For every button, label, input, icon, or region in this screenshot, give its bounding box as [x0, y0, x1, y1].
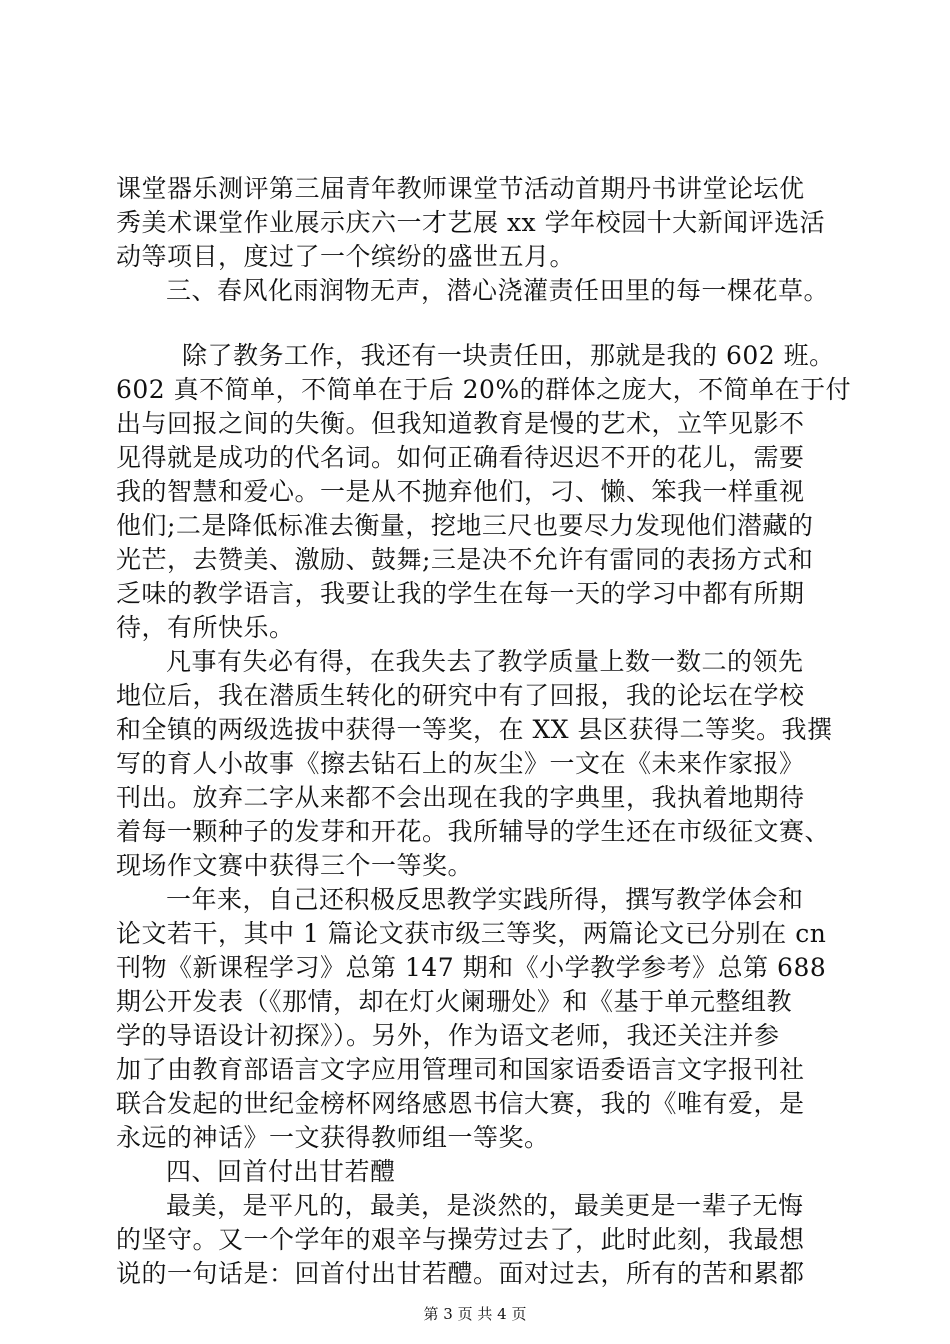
text-line: 刊物《新课程学习》总第 147 期和《小学教学参考》总第 688 — [116, 953, 827, 982]
text-line: 的坚守。又一个学年的艰辛与操劳过去了，此时此刻，我最想 — [116, 1225, 805, 1254]
text-line: 待，有所快乐。 — [116, 613, 295, 642]
text-line: 现场作文赛中获得三个一等奖。 — [116, 851, 474, 880]
page-footer: 第 3 页 共 4 页 — [423, 1305, 527, 1323]
text-line: 地位后，我在潜质生转化的研究中有了回报，我的论坛在学校 — [116, 681, 805, 710]
text-line: 光芒，去赞美、激励、鼓舞;三是决不允许有雷同的表扬方式和 — [116, 545, 814, 574]
text-line: 我的智慧和爱心。一是从不抛弃他们，刁、懒、笨我一样重视 — [116, 477, 805, 506]
text-line: 写的育人小故事《擦去钻石上的灰尘》一文在《未来作家报》 — [116, 749, 805, 778]
text-line: 602 真不简单，不简单在于后 20%的群体之庞大，不简单在于付 — [116, 375, 852, 404]
text-line: 加了由教育部语言文字应用管理司和国家语委语言文字报刊社 — [116, 1055, 805, 1084]
text-line: 刊出。放弃二字从来都不会出现在我的字典里，我执着地期待 — [116, 783, 805, 812]
text-line: 凡事有失必有得，在我失去了教学质量上数一数二的领先 — [166, 647, 804, 676]
section-heading-3: 三、春风化雨润物无声，潜心浇灌责任田里的每一棵花草。 — [166, 276, 830, 305]
text-line: 见得就是成功的代名词。如何正确看待迟迟不开的花儿，需要 — [116, 443, 805, 472]
text-line: 出与回报之间的失衡。但我知道教育是慢的艺术，立竿见影不 — [116, 409, 805, 438]
text-line: 动等项目，度过了一个缤纷的盛世五月。 — [116, 242, 576, 271]
text-line: 学的导语设计初探》）。另外，作为语文老师，我还关注并参 — [116, 1021, 780, 1050]
text-line: 期公开发表（《那情，却在灯火阑珊处》和《基于单元整组教 — [116, 987, 793, 1016]
text-line: 一年来，自己还积极反思教学实践所得，撰写教学体会和 — [166, 885, 804, 914]
section-heading-4: 四、回首付出甘若醴 — [166, 1157, 396, 1186]
text-line: 和全镇的两级选拔中获得一等奖，在 XX 县区获得二等奖。我撰 — [116, 715, 833, 744]
text-line: 他们;二是降低标准去衡量，挖地三尺也要尽力发现他们潜藏的 — [116, 511, 814, 540]
text-line: 永远的神话》一文获得教师组一等奖。 — [116, 1123, 550, 1152]
text-line: 着每一颗种子的发芽和开花。我所辅导的学生还在市级征文赛、 — [116, 817, 831, 846]
text-line: 课堂器乐测评第三届青年教师课堂节活动首期丹书讲堂论坛优 — [116, 174, 805, 203]
text-line: 乏味的教学语言，我要让我的学生在每一天的学习中都有所期 — [116, 579, 805, 608]
text-line: 说的一句话是：回首付出甘若醴。面对过去，所有的苦和累都 — [116, 1259, 805, 1288]
text-line: 论文若干，其中 1 篇论文获市级三等奖，两篇论文已分别在 cn — [116, 919, 827, 948]
text-line: 联合发起的世纪金榜杯网络感恩书信大赛，我的《唯有爱，是 — [116, 1089, 805, 1118]
text-line: 最美，是平凡的，最美，是淡然的，最美更是一辈子无悔 — [166, 1191, 804, 1220]
text-line: 除了教务工作，我还有一块责任田，那就是我的 602 班。 — [182, 341, 835, 370]
text-line: 秀美术课堂作业展示庆六一才艺展 xx 学年校园十大新闻评选活 — [116, 208, 826, 237]
